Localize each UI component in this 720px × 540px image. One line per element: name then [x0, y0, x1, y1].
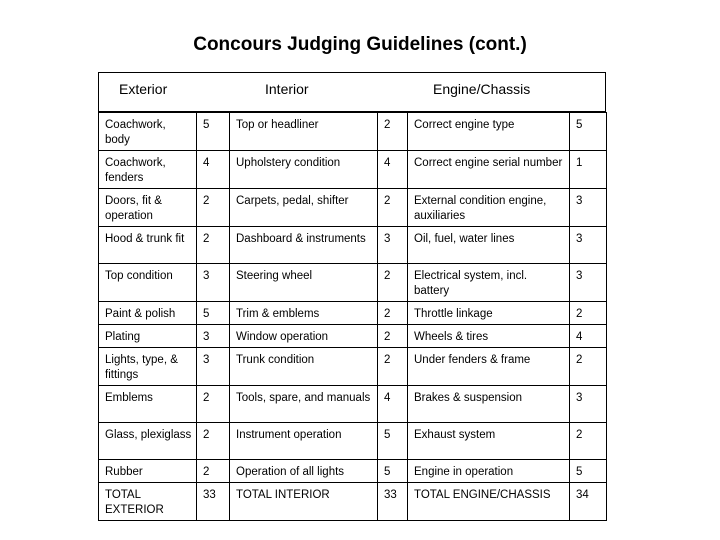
exterior-item: Coachwork, fenders	[99, 151, 197, 189]
table-row	[99, 483, 607, 521]
interior-points: 2	[378, 302, 408, 325]
interior-item: Top or headliner	[230, 113, 378, 151]
table-row	[99, 386, 607, 423]
exterior-item: Doors, fit & operation	[99, 189, 197, 227]
interior-points: 33	[378, 483, 408, 521]
engine-points: 4	[570, 325, 607, 348]
interior-points: 3	[378, 227, 408, 264]
header-engine-chassis: Engine/Chassis	[433, 81, 531, 97]
guidelines-table	[98, 112, 607, 521]
interior-item: Steering wheel	[230, 264, 378, 302]
engine-item: TOTAL ENGINE/CHASSIS	[408, 483, 570, 521]
engine-points: 3	[570, 386, 607, 423]
engine-item: Oil, fuel, water lines	[408, 227, 570, 264]
exterior-points: 3	[197, 348, 230, 386]
engine-item: Correct engine serial number	[408, 151, 570, 189]
exterior-points: 2	[197, 386, 230, 423]
header-interior: Interior	[265, 81, 309, 97]
exterior-item: Glass, plexiglass	[99, 423, 197, 460]
engine-item: External condition engine, auxiliaries	[408, 189, 570, 227]
interior-item: Dashboard & instruments	[230, 227, 378, 264]
interior-points: 5	[378, 460, 408, 483]
engine-item: Electrical system, incl. battery	[408, 264, 570, 302]
interior-item: Operation of all lights	[230, 460, 378, 483]
table-row	[99, 348, 607, 386]
interior-points: 4	[378, 151, 408, 189]
engine-points: 5	[570, 460, 607, 483]
engine-item: Wheels & tires	[408, 325, 570, 348]
exterior-item: Coachwork, body	[99, 113, 197, 151]
engine-points: 3	[570, 264, 607, 302]
table-row	[99, 302, 607, 325]
exterior-item: Hood & trunk fit	[99, 227, 197, 264]
exterior-item: Lights, type, & fittings	[99, 348, 197, 386]
interior-item: Tools, spare, and manuals	[230, 386, 378, 423]
interior-points: 2	[378, 113, 408, 151]
table-row	[99, 151, 607, 189]
page-title: Concours Judging Guidelines (cont.)	[193, 34, 527, 55]
exterior-points: 3	[197, 264, 230, 302]
engine-item: Correct engine type	[408, 113, 570, 151]
table-row	[99, 189, 607, 227]
exterior-points: 2	[197, 227, 230, 264]
exterior-points: 2	[197, 189, 230, 227]
exterior-item: TOTAL EXTERIOR	[99, 483, 197, 521]
exterior-item: Plating	[99, 325, 197, 348]
exterior-points: 4	[197, 151, 230, 189]
interior-item: Carpets, pedal, shifter	[230, 189, 378, 227]
interior-points: 5	[378, 423, 408, 460]
table-row	[99, 113, 607, 151]
engine-item: Throttle linkage	[408, 302, 570, 325]
engine-points: 1	[570, 151, 607, 189]
interior-points: 2	[378, 325, 408, 348]
column-header-row	[98, 72, 606, 112]
engine-points: 34	[570, 483, 607, 521]
exterior-item: Emblems	[99, 386, 197, 423]
engine-points: 2	[570, 302, 607, 325]
exterior-points: 33	[197, 483, 230, 521]
engine-item: Exhaust system	[408, 423, 570, 460]
interior-points: 2	[378, 189, 408, 227]
interior-item: Window operation	[230, 325, 378, 348]
exterior-points: 2	[197, 423, 230, 460]
table-row	[99, 325, 607, 348]
exterior-points: 5	[197, 113, 230, 151]
engine-points: 2	[570, 348, 607, 386]
engine-points: 3	[570, 189, 607, 227]
table-row	[99, 227, 607, 264]
exterior-item: Paint & polish	[99, 302, 197, 325]
interior-item: Trim & emblems	[230, 302, 378, 325]
table-row	[99, 460, 607, 483]
engine-item: Under fenders & frame	[408, 348, 570, 386]
interior-item: Instrument operation	[230, 423, 378, 460]
table-row	[99, 264, 607, 302]
interior-points: 4	[378, 386, 408, 423]
exterior-item: Top condition	[99, 264, 197, 302]
engine-points: 3	[570, 227, 607, 264]
exterior-item: Rubber	[99, 460, 197, 483]
exterior-points: 5	[197, 302, 230, 325]
interior-item: Trunk condition	[230, 348, 378, 386]
engine-points: 2	[570, 423, 607, 460]
interior-points: 2	[378, 264, 408, 302]
interior-item: Upholstery condition	[230, 151, 378, 189]
engine-item: Engine in operation	[408, 460, 570, 483]
engine-item: Brakes & suspension	[408, 386, 570, 423]
table-body	[99, 113, 607, 521]
interior-points: 2	[378, 348, 408, 386]
header-exterior: Exterior	[119, 81, 168, 97]
table-row	[99, 423, 607, 460]
interior-item: TOTAL INTERIOR	[230, 483, 378, 521]
engine-points: 5	[570, 113, 607, 151]
exterior-points: 2	[197, 460, 230, 483]
exterior-points: 3	[197, 325, 230, 348]
